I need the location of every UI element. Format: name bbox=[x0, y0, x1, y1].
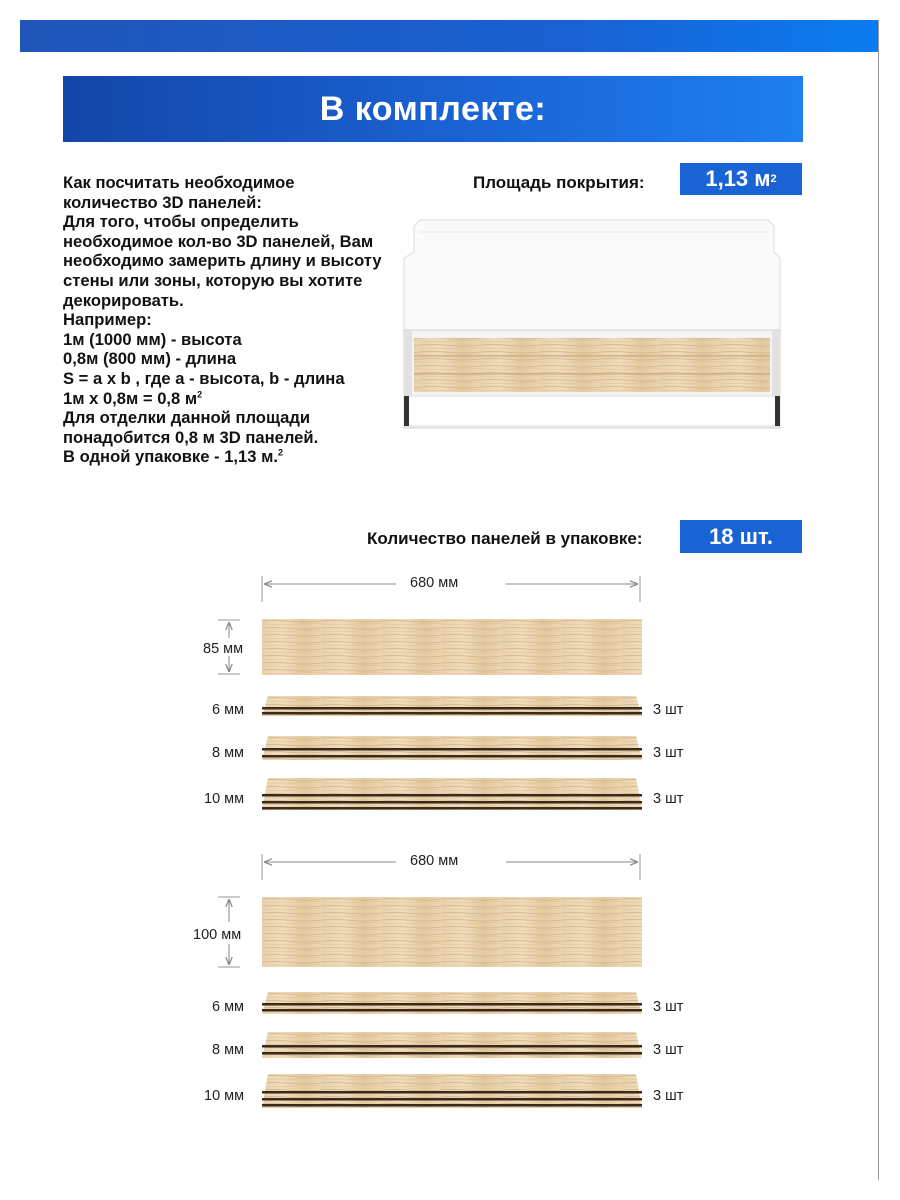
count-label: 3 шт bbox=[653, 1042, 684, 1058]
panels-count-label: Количество панелей в упаковке: bbox=[367, 529, 643, 548]
coverage-label: Площадь покрытия: bbox=[473, 173, 645, 192]
panel-edge-8mm bbox=[262, 1032, 642, 1062]
instruction-line: 1м (1000 мм) - высота bbox=[63, 329, 242, 349]
formula-line: 1м x 0,8м = 0,8 $м^2$ bbox=[63, 388, 203, 408]
height-label: 100 мм bbox=[193, 927, 242, 943]
instruction-line: необходимое кол-во 3D панелей, Вам bbox=[63, 231, 374, 251]
thickness-label: 8 мм bbox=[212, 745, 245, 761]
panel-edge-6mm bbox=[262, 992, 642, 1018]
instruction-line: стены или зоны, которую вы хотите bbox=[63, 270, 363, 290]
thickness-label: 10 мм bbox=[204, 1088, 245, 1104]
page-title: В комплекте: bbox=[319, 89, 547, 128]
thickness-label: 6 мм bbox=[212, 702, 245, 718]
instruction-line: Как посчитать необходимое bbox=[63, 173, 295, 192]
instruction-line: декорировать. bbox=[63, 290, 184, 310]
panel-edge-10mm bbox=[262, 1074, 642, 1112]
instruction-line: количество 3D панелей: bbox=[63, 192, 262, 212]
pack-area-line: В одной упаковке - 1,13 м.$^2$ bbox=[63, 447, 284, 467]
thickness-label: 10 мм bbox=[204, 791, 245, 807]
coverage-badge: 1,13 м 2 bbox=[680, 163, 802, 195]
panels-count-badge: 18 шт. bbox=[680, 520, 802, 553]
count-label: 3 шт bbox=[653, 791, 684, 807]
instruction-line: Для того, чтобы определить bbox=[63, 212, 299, 232]
count-label: 3 шт bbox=[653, 1088, 684, 1104]
instruction-line: необходимо замерить длину и высоту bbox=[63, 251, 382, 271]
thickness-label: 8 мм bbox=[212, 1042, 245, 1058]
instruction-line: Для отделки данной площади bbox=[63, 408, 311, 428]
instruction-line: 0,8м (800 мм) - длина bbox=[63, 349, 237, 369]
instruction-line: Например: bbox=[63, 310, 152, 330]
panel-front-view bbox=[262, 897, 642, 967]
thickness-label: 6 мм bbox=[212, 999, 245, 1015]
instruction-line: понадобится 0,8 м 3D панелей. bbox=[63, 427, 319, 447]
height-label: 85 мм bbox=[203, 641, 244, 657]
instruction-line: S = a x b , где a - высота, b - длина bbox=[63, 368, 345, 388]
count-label: 3 шт bbox=[653, 999, 684, 1015]
length-label: 680 мм bbox=[410, 853, 459, 869]
length-label: 680 мм bbox=[410, 575, 459, 591]
count-label: 3 шт bbox=[653, 702, 684, 718]
count-label: 3 шт bbox=[653, 745, 684, 761]
